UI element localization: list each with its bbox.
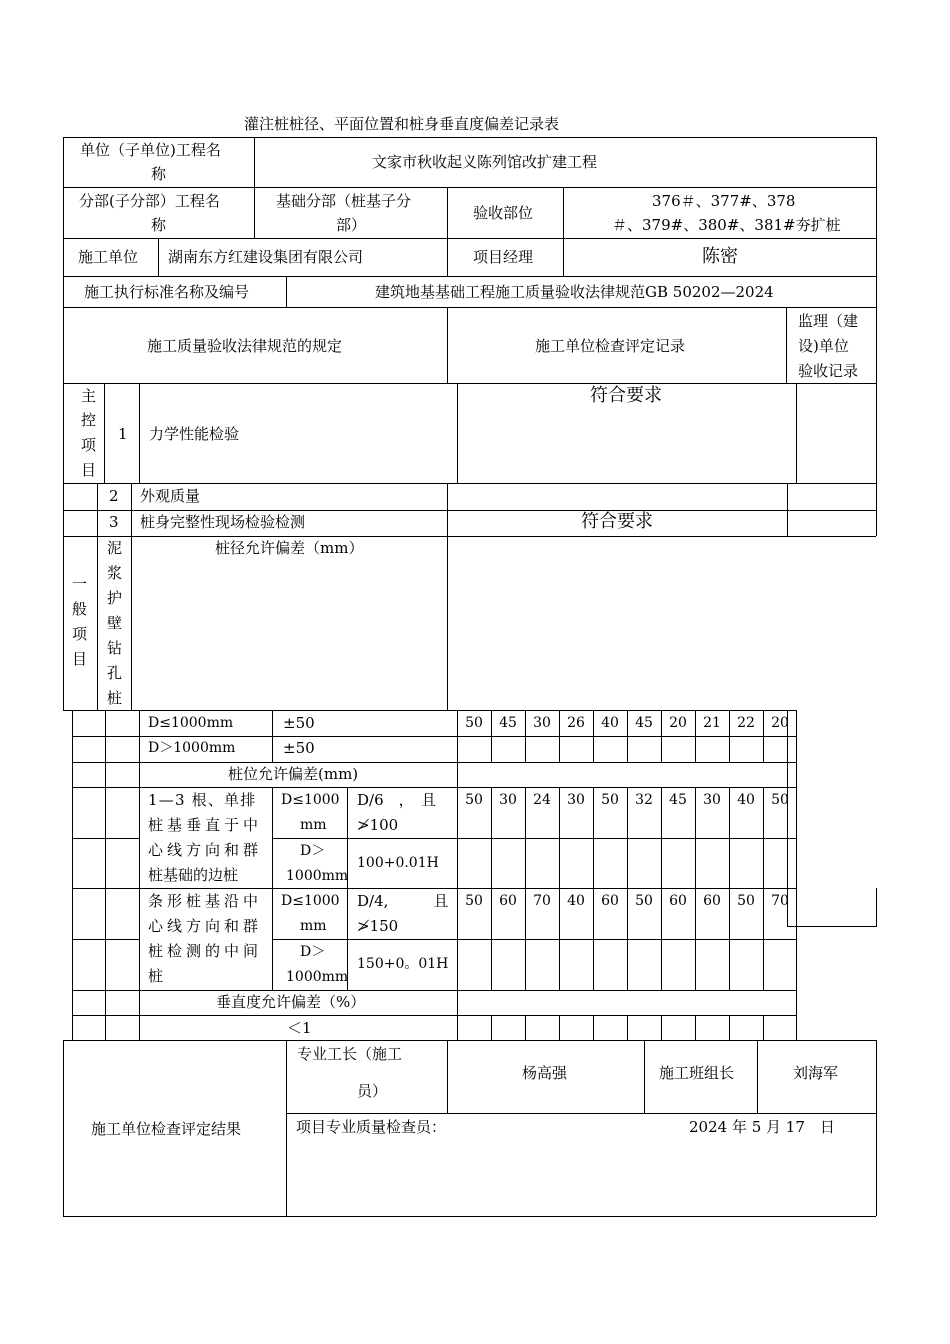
group2-line1: 条形桩基沿中: [148, 892, 263, 910]
unit-value: 文家市秋收起义陈列馆改扩建工程: [372, 153, 598, 171]
pm-value: 陈密: [702, 246, 738, 267]
main-label-1: 主: [81, 387, 97, 405]
group1-value: 30: [567, 792, 585, 808]
group2-value: 60: [669, 893, 687, 909]
main-item-2-no: 2: [109, 487, 119, 505]
col-supervision-line2: 设)单位: [798, 337, 849, 355]
diameter-value: 20: [771, 715, 789, 731]
group1-value: 30: [499, 792, 517, 808]
group2-value: 50: [737, 893, 755, 909]
sub-label-line2: 称: [151, 216, 167, 234]
pile-type-4: 壁: [107, 614, 123, 632]
diameter-row1-cond: D≤1000mm: [148, 715, 234, 731]
group2-value: 70: [771, 893, 789, 909]
diameter-row1-tol: ±50: [283, 714, 315, 732]
foreman-label-line1: 专业工长（施工: [297, 1045, 403, 1063]
pm-label: 项目经理: [473, 248, 534, 266]
general-label-2: 般: [72, 600, 88, 618]
sub-value-line1: 基础分部（桩基子分: [276, 192, 412, 210]
leader-value: 刘海军: [793, 1064, 839, 1082]
construction-unit-value: 湖南东方红建设集团有限公司: [168, 248, 364, 266]
group2-row1-tol1: D/4, 且: [357, 892, 449, 910]
group1-row1-tol2: ≯100: [357, 816, 399, 834]
group2-line3: 桩检测的中间: [148, 942, 263, 960]
group1-value: 32: [635, 792, 653, 808]
general-label-3: 项: [72, 625, 88, 643]
group1-line1: 1—3 根、单排: [148, 791, 257, 809]
group2-value: 60: [499, 893, 517, 909]
main-item-2-name: 外观质量: [140, 487, 201, 505]
main-label-3: 项: [81, 436, 97, 454]
vertical-row: ＜1: [287, 1019, 312, 1037]
main-item-1-result: 符合要求: [590, 385, 662, 406]
unit-label-line1: 单位（子单位)工程名: [80, 141, 221, 159]
diameter-value: 20: [669, 715, 687, 731]
foreman-label-line2: 员）: [357, 1082, 388, 1100]
vertical-header: 垂直度允许偏差（%）: [216, 993, 366, 1011]
col-supervision-line1: 监理（建: [798, 312, 859, 330]
general-label-1: 一: [72, 575, 88, 593]
group2-value: 40: [567, 893, 585, 909]
main-item-1-name: 力学性能检验: [149, 425, 240, 443]
group1-value: 30: [703, 792, 721, 808]
group1-value: 50: [771, 792, 789, 808]
group2-row2-tol: 150+0。01H: [357, 956, 449, 972]
col-spec-header: 施工质量验收法律规范的规定: [147, 337, 343, 355]
main-item-3-name: 桩身完整性现场检验检测: [140, 513, 306, 531]
group1-row1-cond2: mm: [300, 817, 327, 833]
group1-value: 50: [601, 792, 619, 808]
sub-value-line2: 部）: [336, 216, 367, 234]
main-item-1-no: 1: [118, 425, 128, 443]
group1-row2-cond2: 1000mm: [286, 868, 349, 884]
diameter-row2-tol: ±50: [283, 739, 315, 757]
pile-type-6: 孔: [107, 664, 123, 682]
group1-row1-cond1: D≤1000: [281, 792, 340, 808]
diameter-value: 22: [737, 715, 755, 731]
group1-line3: 心线方向和群: [148, 841, 263, 859]
inspection-date: 2024 年 5 月 17 日: [689, 1118, 835, 1136]
standard-value: 建筑地基基础工程施工质量验收法律规范GB 50202—2024: [375, 283, 774, 301]
group2-value: 60: [703, 893, 721, 909]
group2-value: 70: [533, 893, 551, 909]
leader-label: 施工班组长: [659, 1064, 735, 1082]
group1-value: 24: [533, 792, 551, 808]
col-supervision-line3: 验收记录: [798, 362, 859, 380]
group1-value: 45: [669, 792, 687, 808]
pile-type-7: 桩: [107, 689, 123, 707]
diameter-value: 21: [703, 715, 721, 731]
group1-row2-cond1: D＞: [300, 843, 326, 859]
acceptance-value-line1: 376＃、377#、378: [652, 192, 796, 210]
acceptance-label: 验收部位: [473, 204, 534, 222]
group2-value: 50: [465, 893, 483, 909]
col-record-header: 施工单位检查评定记录: [535, 337, 686, 355]
group2-row1-cond1: D≤1000: [281, 893, 340, 909]
group1-value: 40: [737, 792, 755, 808]
sub-label-line1: 分部(子分部）工程名: [79, 192, 220, 210]
inspector-label: 项目专业质量检查员：: [296, 1118, 447, 1136]
group1-row1-tol1: D/6 ， 且: [357, 791, 437, 809]
diameter-header: 桩径允许偏差（mm）: [215, 539, 364, 557]
pile-type-5: 钻: [107, 639, 123, 657]
diameter-value: 45: [635, 715, 653, 731]
foreman-value: 杨高强: [522, 1064, 568, 1082]
main-label-4: 目: [81, 461, 97, 479]
group2-row1-tol2: ≯150: [357, 917, 399, 935]
result-label: 施工单位检查评定结果: [91, 1120, 242, 1138]
acceptance-value-line2: ＃、379#、380#、381#夯扩桩: [612, 216, 841, 234]
pile-type-3: 护: [107, 589, 123, 607]
unit-label-line2: 称: [151, 165, 167, 183]
group1-line4: 桩基础的边桩: [148, 866, 239, 884]
group2-row2-cond1: D＞: [300, 944, 326, 960]
main-label-2: 控: [81, 411, 97, 429]
diameter-value: 50: [465, 715, 483, 731]
diameter-value: 45: [499, 715, 517, 731]
group1-row2-tol: 100+0.01H: [357, 855, 439, 871]
group2-value: 50: [635, 893, 653, 909]
group2-value: 60: [601, 893, 619, 909]
group2-row2-cond2: 1000mm: [286, 969, 349, 985]
group2-line2: 心线方向和群: [148, 917, 263, 935]
main-item-3-no: 3: [109, 513, 119, 531]
group2-line4: 桩: [148, 967, 164, 985]
diameter-value: 26: [567, 715, 585, 731]
pile-type-2: 浆: [107, 564, 123, 582]
group1-value: 50: [465, 792, 483, 808]
pile-type-1: 泥: [107, 539, 123, 557]
page-title: 灌注桩桩径、平面位置和桩身垂直度偏差记录表: [244, 115, 560, 133]
group2-row1-cond2: mm: [300, 918, 327, 934]
main-item-3-result: 符合要求: [581, 511, 653, 532]
standard-label: 施工执行标准名称及编号: [84, 283, 250, 301]
diameter-row2-cond: D＞1000mm: [148, 740, 236, 756]
diameter-value: 30: [533, 715, 551, 731]
general-label-4: 目: [72, 650, 88, 668]
construction-unit-label: 施工单位: [78, 248, 139, 266]
diameter-value: 40: [601, 715, 619, 731]
group1-line2: 桩基垂直于中: [148, 816, 263, 834]
position-header: 桩位允许偏差(mm): [228, 765, 359, 783]
